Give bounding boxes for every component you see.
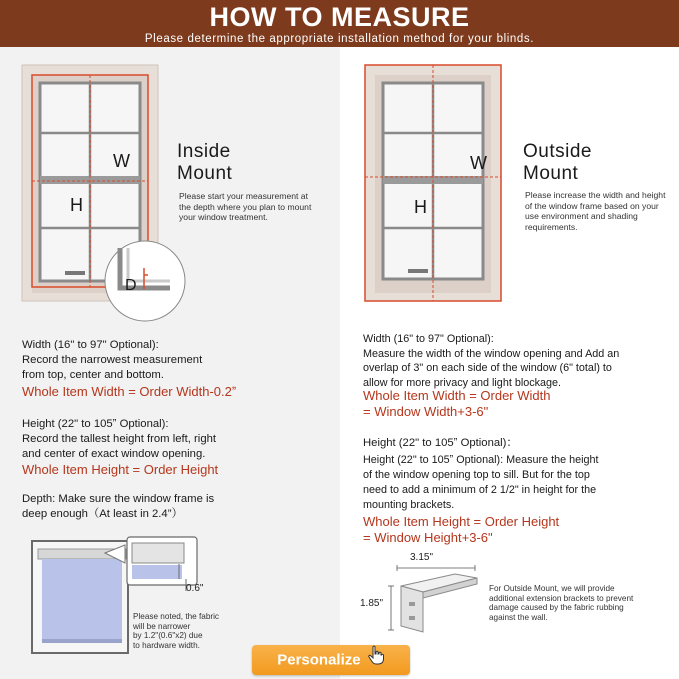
personalize-button[interactable]: Personalize — [252, 645, 410, 675]
inside-depth-label: Depth: — [22, 493, 56, 505]
page-title: HOW TO MEASURE — [209, 2, 470, 32]
inside-h-marker: H — [70, 195, 83, 215]
outside-w-marker: W — [470, 153, 487, 173]
inside-width-label: Width (16" to 97" Optional): — [22, 339, 159, 351]
inside-mount-window-illustration — [20, 63, 190, 323]
outside-mount-title: Outside Mount — [523, 141, 592, 184]
outside-width-section: Width (16" to 97" Optional): Measure the width of the window opening and Add an overlap of 3" on each side of the window (6" total) to allow for more privacy and light blockage. — [363, 332, 675, 390]
inside-d-marker: D — [125, 277, 137, 294]
inside-w-marker: W — [113, 151, 130, 171]
inside-mount-description: Please start your measurement at the depth where you plan to mount your window treatment. — [179, 191, 312, 222]
outside-h-marker: H — [414, 197, 427, 217]
inside-mount-title: Inside Mount — [177, 141, 233, 184]
bracket-width-dimension: 3.15" — [410, 552, 434, 563]
inside-width-formula: Whole Item Width = Order Width-0.2ˮ — [22, 384, 237, 399]
outside-height-label: Height (22" to 105ˮ Optional)： — [363, 437, 518, 449]
outside-mount-description: Please increase the width and height of the window frame based on your use environment and shading requirements. — [525, 190, 666, 232]
extension-bracket-illustration — [385, 562, 485, 634]
inside-height-section: Height (22" to 105ˮ Optional): Record the tallest height from left, right and center of exact window opening. — [22, 417, 332, 462]
inside-depth-gap: 0.6" — [186, 583, 204, 594]
hand-pointer-icon — [367, 645, 385, 676]
inside-height-formula: Whole Item Height = Order Height — [22, 462, 219, 477]
inside-depth-section: Depth: Make sure the window frame is deep enough（At least in 2.4”） — [22, 493, 215, 520]
outside-width-label: Width (16" to 97" Optional): — [363, 333, 494, 345]
inside-hardware-note: Please noted, the fabric will be narrower by 1.2"(0.6"x2) due to hardware width. — [133, 612, 220, 650]
bracket-height-dimension: 1.85" — [360, 598, 384, 609]
outside-height-section: Height (22" to 105ˮ Optional)： Height (22" to 105ˮ Optional): Measure the height of the window opening top to sill. But for the top need to add a minimum of 2 1/2" in height for the mounting brackets. — [363, 436, 675, 513]
inside-width-section: Width (16" to 97" Optional): Record the narrowest measurement from top, center and bottom. — [22, 338, 332, 383]
inside-height-label: Height (22" to 105ˮ Optional): — [22, 418, 169, 430]
header-banner — [0, 0, 679, 47]
outside-mount-window-illustration — [360, 63, 510, 303]
outside-width-formula: Whole Item Width = Order Width = Window Width+3-6" — [363, 388, 551, 419]
outside-height-formula: Whole Item Height = Order Height = Window Height+3-6" — [363, 514, 560, 545]
page-subtitle: Please determine the appropriate installation method for your blinds. — [144, 33, 535, 45]
bracket-note: For Outside Mount, we will provide additional extension brackets to prevent damage caused by the fabric rubbing against the wall. — [489, 584, 634, 622]
